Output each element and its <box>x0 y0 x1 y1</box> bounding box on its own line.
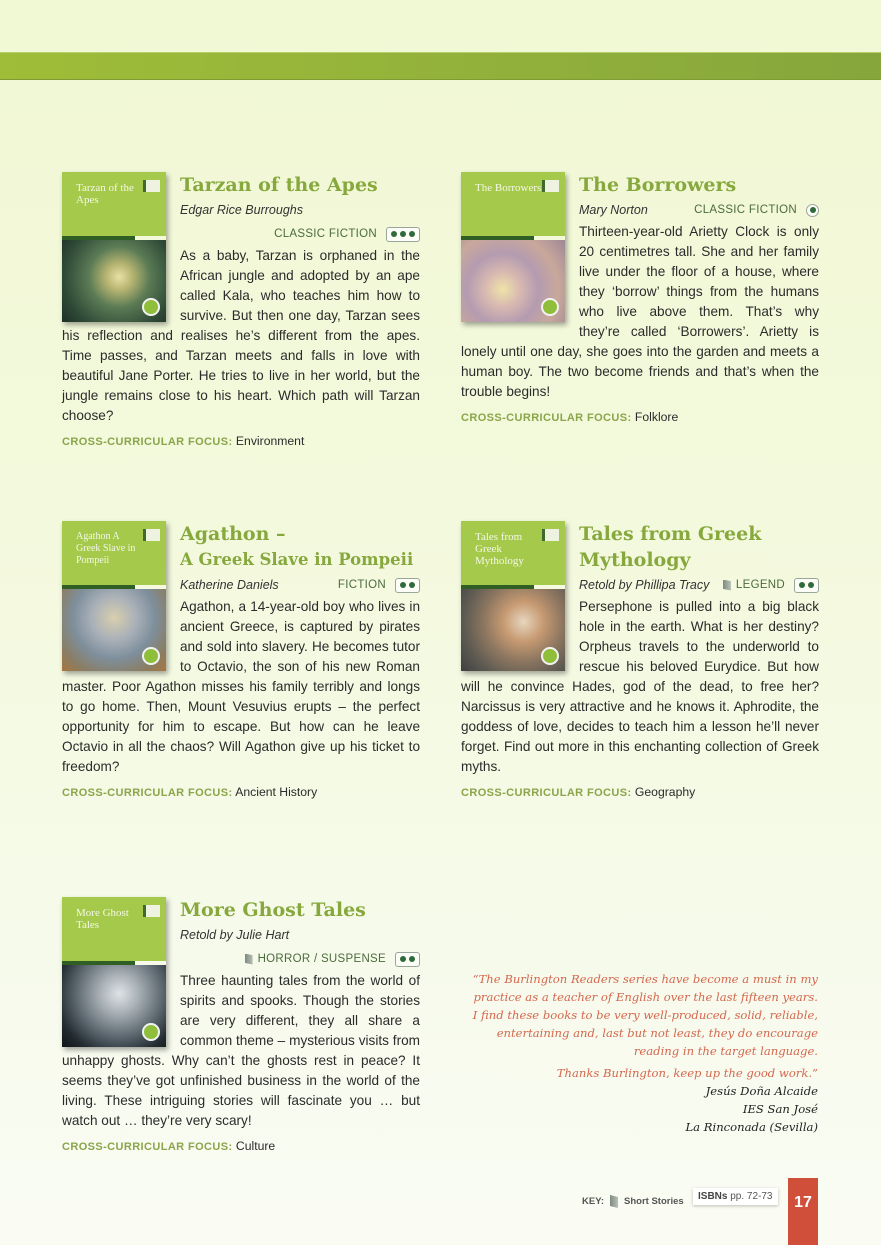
short-stories-icon <box>610 1195 618 1208</box>
book-blurb: Three haunting tales from the world of spirits and spooks. Though the stories are very different, they all share a common theme – mysterious visits from unhappy ghosts. Why can’t the ghosts rest in peace? It seems they’ve got unfinished business in the world of the living. These intriguing stories will fascinate you … but watch out … they’re very scary! <box>62 973 420 1128</box>
author-genre-row <box>180 573 420 597</box>
genre-label: LEGEND <box>735 579 785 591</box>
level-indicator-icon <box>794 578 819 593</box>
book-author: Retold by Phillipa Tracy <box>579 578 710 592</box>
book-blurb: Thirteen-year-old Arietty Clock is only 20 centimetres tall. She and her family live under the floor of a house, where they ‘borrow’ things from the humans who live above them. That’s why they’re called ‘Borrowers’. Arietty is lonely until one day, she goes into the garden and meets a human boy. The two become friends and that’s when the trouble begins! <box>461 224 819 399</box>
focus-value: Environment <box>235 434 305 448</box>
cross-curricular-focus: CROSS-CURRICULAR FOCUS: Culture <box>62 1139 276 1153</box>
testimonial-thanks: Thanks Burlington, keep up the good work.” <box>556 1066 818 1080</box>
cover-title: More Ghost Tales <box>76 907 129 931</box>
book-cover <box>62 172 166 322</box>
level-badge-icon <box>542 180 559 192</box>
author-genre-row <box>579 573 819 597</box>
book-entry-agathon <box>62 521 420 802</box>
genre-row <box>180 947 420 971</box>
focus-value: Culture <box>235 1139 276 1153</box>
book-title: Tarzan of the Apes <box>180 174 378 196</box>
burlington-logo-icon <box>541 298 559 316</box>
testimonial-location: La Rinconada (Sevilla) <box>685 1120 818 1134</box>
testimonial-school: IES San José <box>742 1102 818 1116</box>
cover-title: Agathon A Greek Slave in Pompeii <box>76 531 136 566</box>
level-indicator-icon <box>395 578 420 593</box>
cover-title: Tarzan of the Apes <box>76 182 134 206</box>
focus-value: Folklore <box>634 410 679 424</box>
genre-row <box>180 222 420 246</box>
cross-curricular-focus: CROSS-CURRICULAR FOCUS: Geography <box>461 785 696 799</box>
testimonial <box>470 970 818 1136</box>
author-genre-row <box>579 198 819 222</box>
level-indicator-icon <box>395 952 420 967</box>
book-entry-more-ghost-tales <box>62 897 420 1156</box>
book-title: More Ghost Tales <box>180 899 366 921</box>
testimonial-quote: “The Burlington Readers series have become a must in my practice as a teacher of English over the last fifteen years. I find these books to be very well-produced, solid, reliable, entertaining and, last but not least, they do encourage reading in the target language. <box>472 972 818 1058</box>
key-item: Short Stories <box>624 1196 684 1207</box>
burlington-logo-icon <box>142 647 160 665</box>
book-entry-tarzan <box>62 172 420 451</box>
cover-title: The Borrowers <box>475 182 542 194</box>
book-blurb: Agathon, a 14-year-old boy who lives in ancient Greece, is captured by pirates and sold into slavery. He becomes tutor to Octavio, the son of his new Roman master. Poor Agathon misses his family terribly and longs to go home. Then, Mount Vesuvius erupts – the perfect opportunity for him to escape. But how can he leave Octavio in all the chaos? Will Agathon give up his ticket to freedom? <box>62 599 420 774</box>
book-blurb: Persephone is pulled into a big black hole in the earth. What is her destiny? Orpheus travels to the underworld to rescue his beloved Eurydice. But how will he convince Hades, god of the dead, to free her? Narcissus is very attractive and he knows it. Aphrodite, the goddess of love, decides to teach him a lesson he’ll never forget. Find out more in this enchanting collection of Greek myths. <box>461 599 819 774</box>
book-subtitle: Mythology <box>579 549 691 571</box>
cross-curricular-focus: CROSS-CURRICULAR FOCUS: Ancient History <box>62 785 318 799</box>
book-cover <box>62 521 166 671</box>
focus-value: Geography <box>634 785 696 799</box>
book-entry-borrowers <box>461 172 819 427</box>
book-author: Mary Norton <box>579 203 648 217</box>
book-subtitle: A Greek Slave in Pompeii <box>180 550 414 569</box>
genre-label: FICTION <box>337 579 386 591</box>
burlington-logo-icon <box>541 647 559 665</box>
book-entry-greek-mythology <box>461 521 819 802</box>
book-cover <box>461 172 565 322</box>
key-legend <box>582 1195 684 1208</box>
level-badge-icon <box>542 529 559 541</box>
cover-title: Tales from Greek Mythology <box>475 531 524 567</box>
header-band <box>0 52 881 80</box>
burlington-logo-icon <box>142 1023 160 1041</box>
level-badge-icon <box>143 180 160 192</box>
level-badge-icon <box>143 529 160 541</box>
level-badge-icon <box>143 905 160 917</box>
isbn-reference: ISBNs pp. 72-73 <box>693 1188 778 1205</box>
book-cover <box>461 521 565 671</box>
book-author: Retold by Julie Hart <box>180 928 290 942</box>
book-title: Tales from Greek <box>579 523 762 545</box>
burlington-logo-icon <box>142 298 160 316</box>
testimonial-name: Jesús Doña Alcaide <box>705 1084 818 1098</box>
book-title: Agathon – <box>180 523 286 545</box>
short-stories-icon <box>723 580 731 591</box>
genre-label: CLASSIC FICTION <box>274 228 377 240</box>
book-author: Edgar Rice Burroughs <box>180 203 303 217</box>
level-indicator-icon <box>806 204 819 217</box>
book-author: Katherine Daniels <box>180 578 279 592</box>
book-blurb: As a baby, Tarzan is orphaned in the African jungle and adopted by an ape called Kala, who teaches him how to survive. But then one day, Tarzan sees his reflection and realises he’s different from the apes. Time passes, and Tarzan meets and falls in love with beautiful Jane Porter. He tries to live in her world, but the jungle remains close to his heart. Which path will Tarzan choose? <box>62 248 420 423</box>
genre-label: HORROR / SUSPENSE <box>257 953 386 965</box>
level-indicator-icon <box>386 227 420 242</box>
cross-curricular-focus: CROSS-CURRICULAR FOCUS: Environment <box>62 434 305 448</box>
cross-curricular-focus: CROSS-CURRICULAR FOCUS: Folklore <box>461 410 679 424</box>
page-footer <box>0 1178 881 1245</box>
short-stories-icon <box>245 954 253 965</box>
page-number: 17 <box>788 1178 818 1245</box>
book-title: The Borrowers <box>579 174 737 196</box>
genre-label: CLASSIC FICTION <box>694 204 797 216</box>
focus-value: Ancient History <box>235 785 318 799</box>
book-cover <box>62 897 166 1047</box>
key-label: KEY: <box>582 1196 604 1207</box>
